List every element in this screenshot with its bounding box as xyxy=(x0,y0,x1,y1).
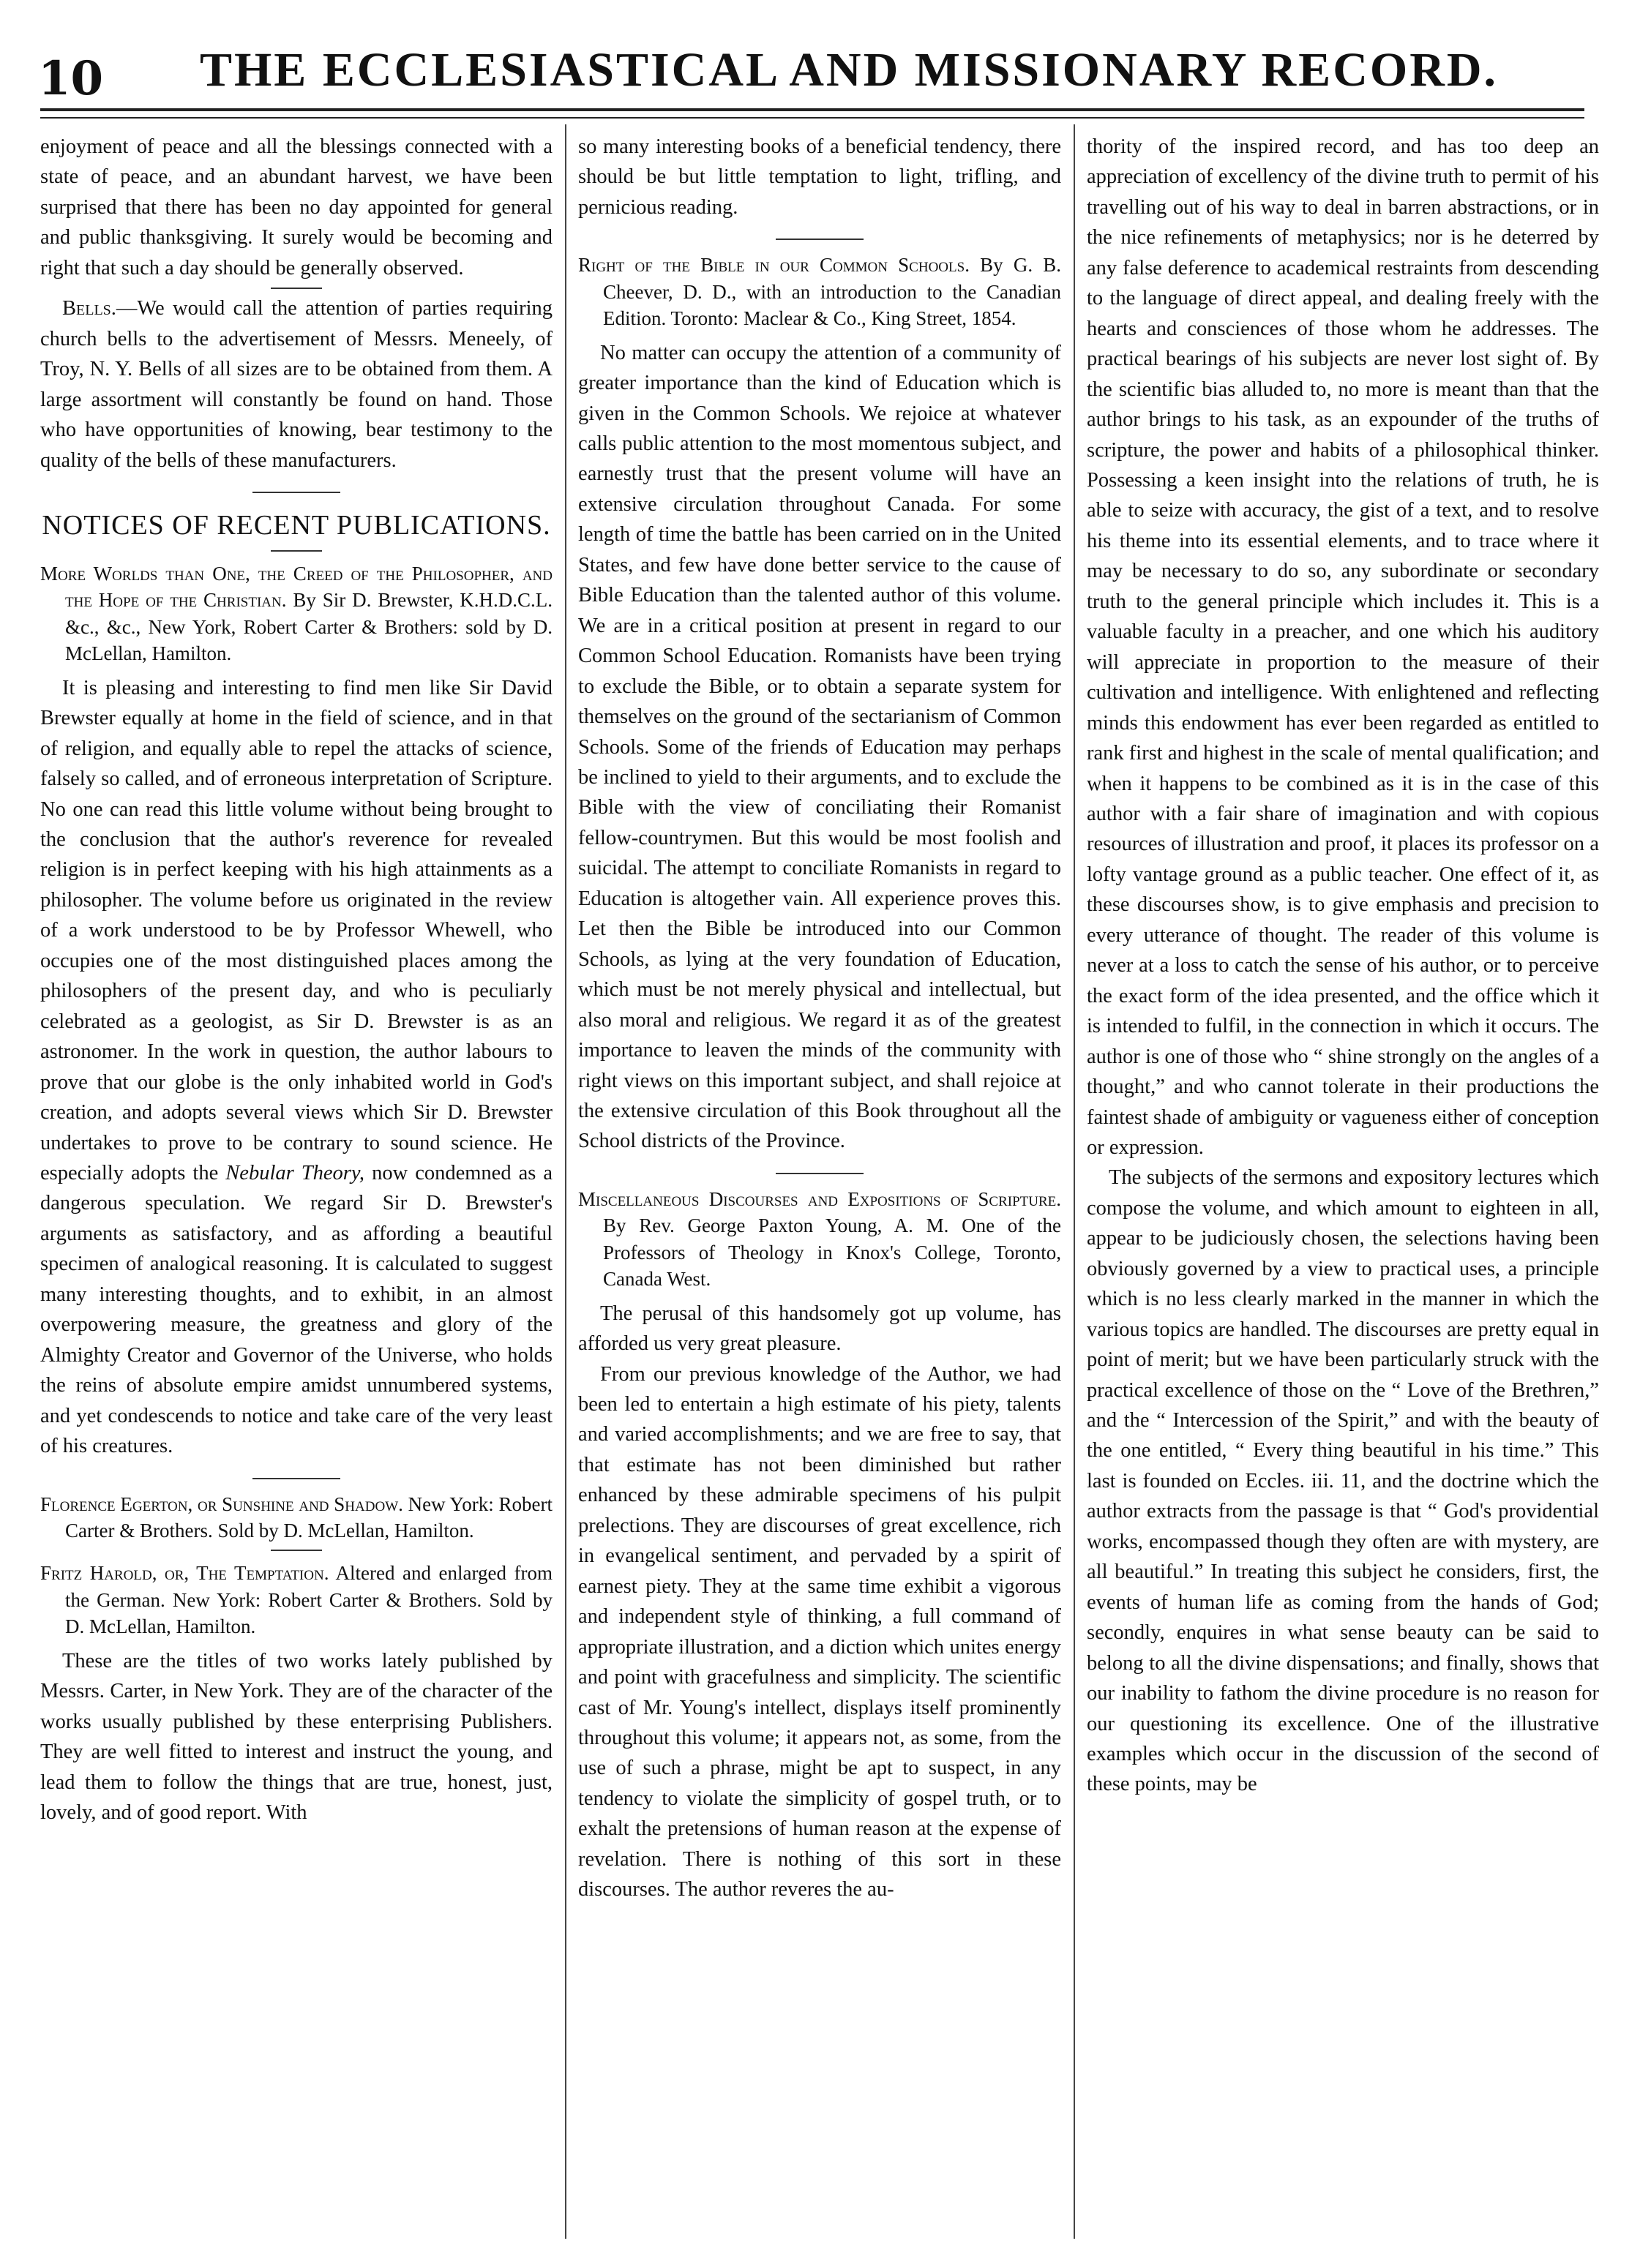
paragraph: The subjects of the sermons and expository lectures which compose the volume, and which amount to eighteen in all, appear to be judiciously chosen, the selections having been obviously governed by a view to practical uses, a principle which is no less clearly marked in the manner in which the various topics are handled. The discourses are pretty equal in point of merit; but we have been particularly struck with the practical excellence of those on the “ Love of the Brethren,” and the “ Intercession of the Spirit,” and with the beauty of the one entitled, “ Every thing beautiful in his time.” This last is founded on Eccles. iii. 11, and the doctrine which the author extracts from the passage is that “ God's providential works, encompassed though they often are with mystery, are all beautiful.” In treating this subject he considers, first, the events of human life as coming from the hands of God; secondly, enquires in what sense beauty can be said to belong to all the divine dispensations; and finally, shows that our inability to fathom the divine procedure is no reason for our questioning its excellence. One of the illustrative examples which occur in the discussion of the second of these points, may be xyxy=(1087,1166,1599,1796)
book-entry xyxy=(578,1186,1061,1293)
paragraph: enjoyment of peace and all the blessings connected with a state of peace, and an abundant harvest, we have been surprised that there has been no day appointed for general and public thanksgiving. It surely would be becoming and right that such a day should be generally observed. xyxy=(40,135,553,279)
separator xyxy=(271,288,322,289)
review-text: It is pleasing and interesting to find men like Sir David Brewster equally at home in the field of science, and in that of religion, and equally able to repel the attacks of science, falsely so called, and of erroneous interpretation of Scripture. No one can read this little volume without being brought to the conclusion that the author's reverence for revealed religion is in perfect keeping with his high attainments as a philosopher. The volume before us originated in the review of a work understood to be by Professor Whewell, who occupies one of the most distinguished places among the philosophers of the present day, and who is peculiarly celebrated as a geologist, as Sir D. Brewster is as an astronomer. In the work in question, the author labours to prove that our globe is the only inhabited world in God's creation, and adopts several views which Sir D. Brewster undertakes to prove to be contrary to sound science. He especially adopts the xyxy=(40,676,553,1184)
column-3 xyxy=(1087,132,1599,2239)
book-title: Right of the Bible in our Common Schools. xyxy=(578,254,970,277)
review-paragraph: From our previous knowledge of the Author, we had been led to entertain a high estimate of his piety, talents and varied accomplishments; and we are free to say, that that estimate has not been diminished but rather enhanced by these admirable specimens of his pulpit prelections. They are discourses of great excellence, rich in evangelical sentiment, and pervaded by a spirit of earnest piety. They at the same time exhibit a vigorous and independent style of thinking, a full command of appropriate illustration, and a diction which unites energy and point with gracefulness and simplicity. The scientific cast of Mr. Young's intellect, displays itself prominently throughout this volume; it appears not, as some, from the use of such a phrase, might be apt to suspect, in any tendency to violate the simplicity of gospel truth, or to exhalt the pretensions of human reason at the expense of revelation. There is nothing of this sort in these discourses. The author reveres the au- xyxy=(578,1362,1061,1901)
book-details: New York: Robert Carter & Brothers. Sold by D. McLellan, Hamilton. xyxy=(65,1492,553,1542)
review-emphasis: Nebular Theory, xyxy=(225,1161,365,1184)
column-divider xyxy=(1074,124,1075,2239)
header-rule-thin xyxy=(40,117,1584,119)
paragraph: so many interesting books of a beneficial tendency, there should be but little temptation to light, trifling, and pernicious reading. xyxy=(578,135,1061,219)
book-title: Florence Egerton, or Sunshine and Shadow. xyxy=(40,1492,403,1515)
separator xyxy=(252,1478,340,1479)
book-entry xyxy=(40,1560,553,1640)
review-paragraph: The perusal of this handsomely got up volume, has afforded us very great pleasure. xyxy=(578,1302,1061,1356)
book-title: Fritz Harold, or, The Temptation. xyxy=(40,1562,329,1585)
book-details: Altered and enlarged from the German. New York: Robert Carter & Brothers. Sold by D. McLellan, Hamilton. xyxy=(65,1562,553,1638)
paragraph-bells xyxy=(40,293,553,476)
column-2 xyxy=(578,132,1061,2239)
column-divider xyxy=(565,124,566,2239)
book-details: By Rev. George Paxton Young, A. M. One of the Professors of Theology in Knox's College, Toronto, Canada West. xyxy=(603,1214,1061,1291)
book-entry xyxy=(578,252,1061,331)
separator xyxy=(776,239,864,240)
column-1 xyxy=(40,132,553,2239)
review-text: now condemned as a dangerous speculation. We regard Sir D. Brewster's arguments as satisfactory, and as affording a beautiful specimen of analogical reasoning. It is calculated to suggest many interesting thoughts, and to exhibit, in an almost overpowering measure, the greatness and glory of the Almighty Creator and Governor of the Universe, who holds the reins of absolute empire amidst unnumbered systems, and yet condescends to notice and take care of the very least of his creatures. xyxy=(40,1161,553,1458)
header-rule xyxy=(40,108,1584,111)
separator xyxy=(776,1173,864,1174)
separator xyxy=(252,492,340,493)
masthead-title: THE ECCLESIASTICAL AND MISSIONARY RECORD. xyxy=(199,43,1499,97)
separator xyxy=(271,550,322,552)
book-entry xyxy=(40,1491,553,1544)
book-entry xyxy=(40,560,553,667)
book-title: More Worlds than One, the Creed of the Philosopher, and the Hope of the Christian. xyxy=(40,562,553,612)
review-paragraph xyxy=(40,673,553,1462)
review-paragraph: These are the titles of two works lately published by Messrs. Carter, in New York. They are of the character of the works usually published by these enterprising Publishers. They are well fitted to interest and instruct the young, and lead them to follow the things that are true, honest, just, lovely, and of good report. With xyxy=(40,1649,553,1824)
run-in-heading: Bells. xyxy=(62,297,116,320)
book-title: Miscellaneous Discourses and Expositions of Scripture. xyxy=(578,1187,1061,1210)
separator xyxy=(271,1550,322,1551)
book-details: By G. B. Cheever, D. D., with an introduction to the Canadian Edition. Toronto: Maclear & Co., King Street, 1854. xyxy=(603,254,1061,330)
section-heading: NOTICES OF RECENT PUBLICATIONS. xyxy=(42,509,551,541)
paragraph: thority of the inspired record, and has too deep an appreciation of excellency of the divine truth to permit of his travelling out of his way to deal in barren abstractions, or in the nice refinements of metaphysics; nor is he deterred by any false deference to academical restraints from descending to the language of direct appeal, and dealing freely with the hearts and consciences of those whom he addresses. The practical bearings of his subjects are never lost sight of. By the scientific bias alluded to, no more is meant than that the author brings to his task, as an expounder of the truths of scripture, the power and habits of a philosophical thinker. Possessing a keen insight into the relations of truth, he is able to seize with accuracy, the gist of a text, and to resolve his theme into its essential elements, and to trace where it may be necessary to do so, any subordinate or secondary truth to the general principle which includes it. This is a valuable faculty in a preacher, and one which his auditory will appreciate in proportion to the measure of their cultivation and intelligence. With enlightened and reflecting minds this endowment has ever been regarded as entitled to rank first and highest in the scale of mental qualification; and when it happens to be combined as it is in the case of this author with a fair share of imagination and with copious resources of illustration and proof, it places its professor on a lofty vantage ground as a public teacher. One effect of it, as these discourses show, is to give emphasis and precision to every utterance of thought. The reader of this volume is never at a loss to catch the sense of his author, or to perceive the exact form of the idea presented, and the office which it is intended to fulfil, in the connection in which it occurs. The author is one of those who “ shine strongly on the angles of a thought,” and who cannot tolerate in their productions the faintest shade of ambiguity or vagueness either of conception or expression. xyxy=(1087,135,1599,1159)
review-paragraph: No matter can occupy the attention of a community of greater importance than the kind of Education which is given in the Common Schools. We rejoice at whatever calls public attention to the most momentous subject, and earnestly trust that the present volume will have an extensive circulation throughout Canada. For some length of time the battle has been carried on in the United States, and few have done better service to the cause of Bible Education than the talented author of this volume. We are in a critical position at present in regard to our Common School Education. Romanists have been trying to exclude the Bible, or to obtain a separate system for themselves on the ground of the sectarianism of Common Schools. Some of the friends of Education may perhaps be inclined to yield to their arguments, and to exclude the Bible with the view of conciliating their Romanist fellow-countrymen. But this would be most foolish and suicidal. The attempt to conciliate Romanists in regard to Education is altogether vain. All experience proves this. Let then the Bible be introduced into our Common Schools, as lying at the very foundation of Education, which must be not merely physical and intellectual, but also moral and religious. We regard it as of the greatest importance to leaven the minds of the community with right views on this important subject, and shall rejoice at the extensive circulation of this Book throughout all the School districts of the Province. xyxy=(578,341,1061,1153)
book-details: By Sir D. Brewster, K.H.D.C.L. &c., &c., New York, Robert Carter & Brothers: sold by D. McLellan, Hamilton. xyxy=(65,589,553,665)
page-number: 10 xyxy=(38,51,104,106)
paragraph-text: —We would call the attention of parties requiring church bells to the advertisement of Messrs. Meneely, of Troy, N. Y. Bells of all sizes are to be obtained from them. A large assortment will constantly be found on hand. Those who have opportunities of knowing, bear testimony to the quality of the bells of these manufacturers. xyxy=(40,297,553,472)
